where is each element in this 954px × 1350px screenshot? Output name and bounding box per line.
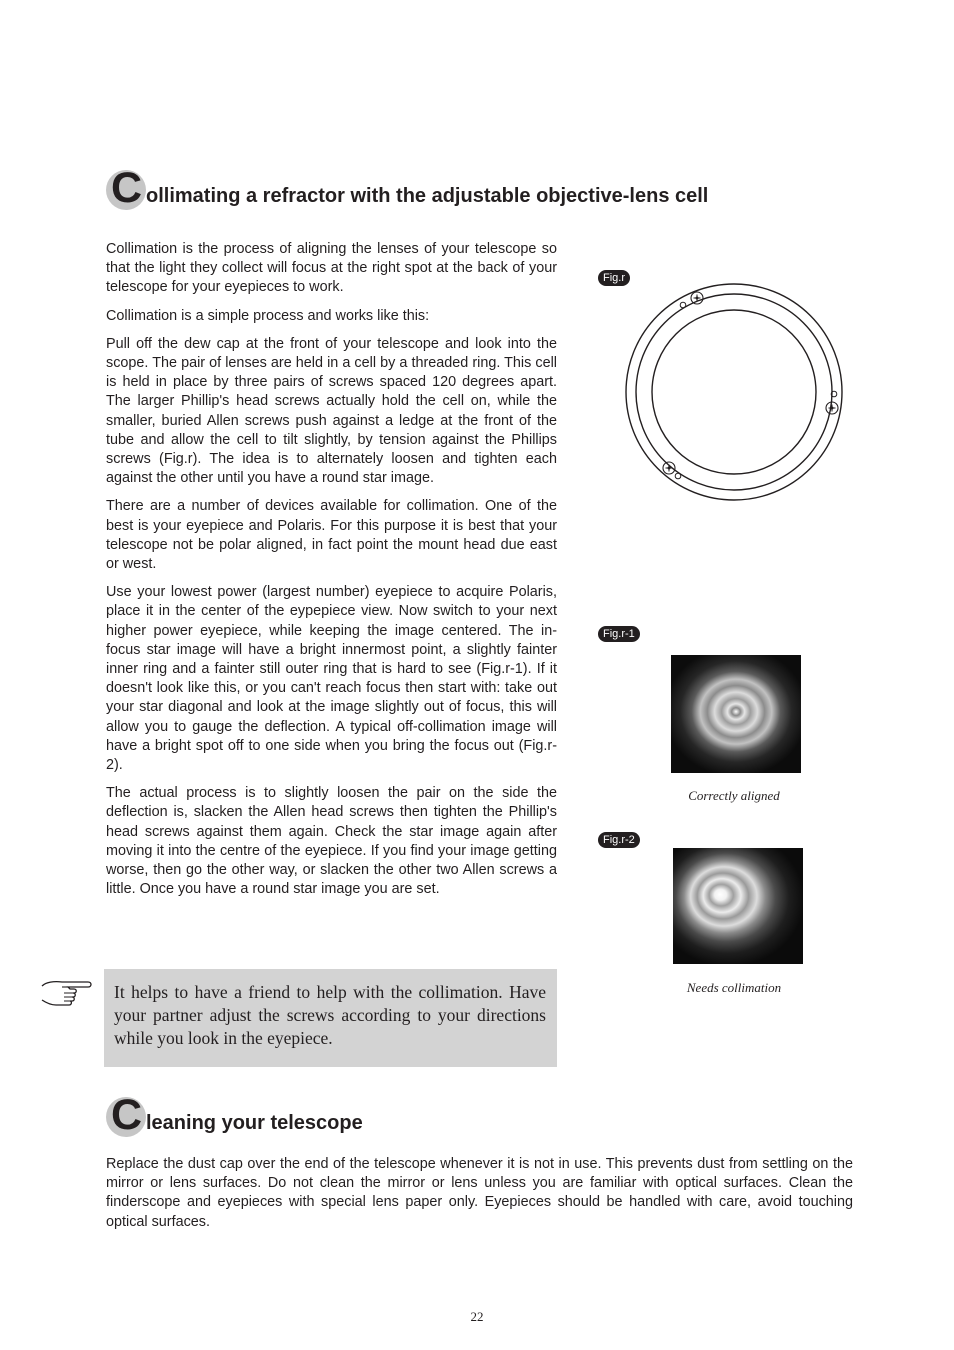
collimation-body [106, 240, 557, 909]
paragraph: Use your lowest power (largest number) eyepiece to acquire Polaris, place it in the center of the eypepiece view. Now switch to your next higher power eyepiece, while keeping the image centered. The in-focus star image will have a bright innermost point, a slightly fainter inner ring and a fainter still outer ring that is hard to see (Fig.r-1). If it doesn't look like this, or you can't reach focus then start with: take out your star diagonal and look at the image slightly out of focus, this will allow you to gauge the deflection. A typical off-collimation image will have a bright spot off to one side when you bring the focus out (Fig.r-2). [106, 584, 557, 774]
objective-cell-diagram [620, 280, 850, 508]
section-heading-cleaning [106, 1091, 363, 1139]
paragraph: There are a number of devices available for collimation. One of the best is your eyepiece and Polaris. For this purpose it is best that your telescope not be polar aligned, in fact point the mount head due east or west. [106, 498, 557, 573]
figure-tag-fig-r1: Fig.r-1 [598, 626, 640, 642]
drop-cap-circle [106, 1091, 146, 1139]
heading-text: ollimating a refractor with the adjustable objective-lens cell [146, 185, 709, 207]
paragraph: Collimation is a simple process and works like this: [106, 307, 430, 324]
drop-cap-letter: C [111, 164, 143, 212]
paragraph: Collimation is the process of aligning the lenses of your telescope so that the light they collect will focus at the right spot at the back of your telescope for your eyepieces to work. [106, 241, 557, 296]
page-number: 22 [470, 1309, 484, 1324]
drop-cap-letter: C [111, 1091, 143, 1139]
section-heading-collimating [106, 164, 709, 212]
drop-cap-circle [106, 164, 146, 212]
star-image-aligned [671, 655, 801, 773]
pointing-hand-icon [40, 976, 94, 1010]
figure-tag-fig-r2: Fig.r-2 [598, 832, 640, 848]
paragraph: Pull off the dew cap at the front of your telescope and look into the scope. The pair of lenses are held in a cell by a threaded ring. This cell is held in place by three pairs of screws spaced 120 degrees apart. The larger Phillip's head screws actually hold the cell on, while the smaller, buried Allen screws push against a ledge at the front of the tube and allow the cell to tilt slightly, by tension against the Phillips screws (Fig.r). The idea is to alternately loosen and tighten each against the other until you have a round star image. [106, 335, 557, 487]
heading-text: leaning your telescope [146, 1112, 363, 1134]
figure-tag-fig-r: Fig.r [598, 270, 630, 286]
paragraph: The actual process is to slightly loosen the pair on the side the deflection is, slacken the Allen head screws then tighten the Phillip's head screws against them again. Check the star image again after moving it into the centre of the eyepiece. If you find your image getting worse, then go the other way, or slacken the other two Allen screws a little. Once you have a round star image you are set. [106, 785, 557, 898]
tip-note-box [104, 969, 557, 1067]
tip-note-text: It helps to have a friend to help with the collimation. Have your partner adjust the screws according to your directions while you look in the eyepiece. [114, 982, 546, 1048]
star-image-needs-collimation [673, 848, 803, 964]
cleaning-paragraph: Replace the dust cap over the end of the telescope whenever it is not in use. This prevents dust from settling on the mirror or lens surfaces. Do not clean the mirror or lens unless you are familiar with optical surfaces. Clean the finderscope and eyepieces with special lens paper only. Eyepieces should be handled with care, avoid touching optical surfaces. [106, 1156, 853, 1230]
caption-correctly-aligned: Correctly aligned [688, 788, 780, 803]
caption-needs-collimation: Needs collimation [686, 980, 782, 995]
